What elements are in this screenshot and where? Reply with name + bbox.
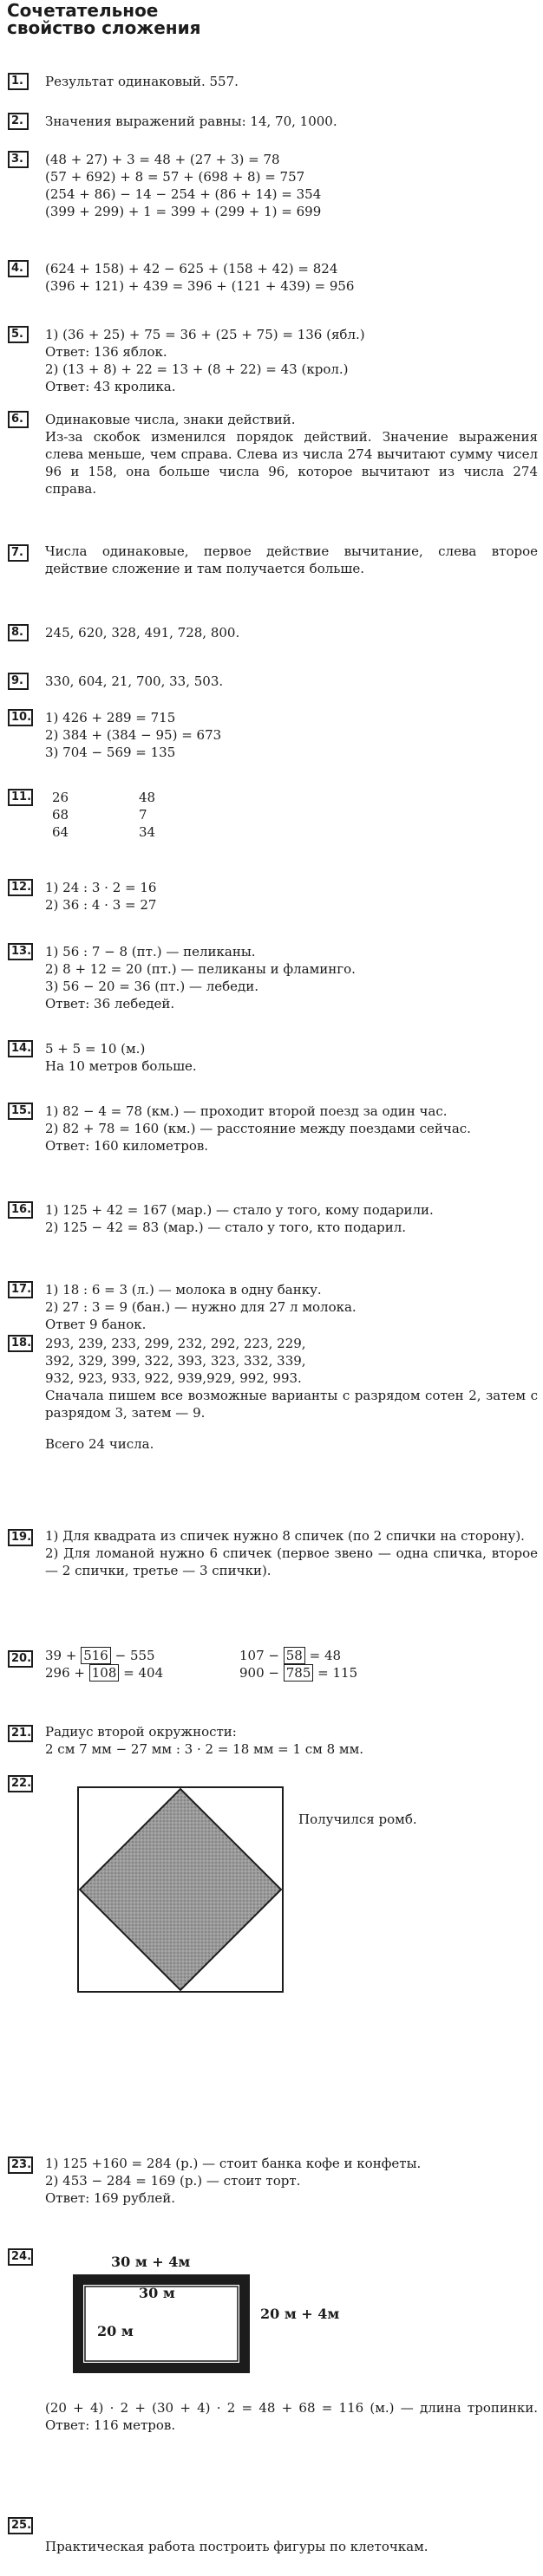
task-10-answer: 1) 426 + 289 = 715 2) 384 + (384 − 95) = 673 3) 704 − 569 = 135 [45,710,222,760]
task-13-answer: 1) 56 : 7 − 8 (пт.) — пеликаны. 2) 8 + 12 = 20 (пт.) — пеликаны и фламинго. 3) 56 − 20 = 36 (пт.) — лебеди. Ответ: 36 лебедей. [45,944,356,1012]
task-number: 11. [8,789,33,806]
task-number: 25. [8,2517,33,2534]
rhombus-note: Получился ромб. [298,1812,417,1827]
title-line-1: Сочетательное [7,0,159,21]
missing-number-box: 58 [284,1647,305,1664]
title-line-2: свойство сложения [7,17,201,38]
task-number: 6. [8,411,29,428]
task-21-answer: Радиус второй окружности: 2 см 7 мм − 27 мм : 3 · 2 = 18 мм = 1 см 8 мм. [45,1724,364,1757]
task-6-answer: Одинаковые числа, знаки действий. Из-за скобок изменился порядок действий. Значение выражения слева меньше, чем справа. Слева из числа 274 вычитают сумму чисел 96 и 158, она больше числа 96, которое вычитают из числа 274 справа. [45,412,538,497]
task-18-answer: 293, 239, 233, 299, 232, 292, 223, 229, 392, 329, 399, 322, 393, 323, 332, 339, 932, 923, 933, 922, 939,929, 992, 993. Сначала пишем все возможные варианты с разрядом сотен 2, затем с разрядом 3, затем — 9. Всего 24 числа. [45,1336,538,1452]
task-number: 4. [8,260,29,277]
task-number: 8. [8,624,29,641]
task-number: 3. [8,151,29,168]
task-number: 21. [8,1725,33,1742]
task-12-answer: 1) 24 : 3 · 2 = 16 2) 36 : 4 · 3 = 27 [45,880,157,913]
missing-number-box: 785 [284,1664,314,1682]
inner-length-label: 30 м [139,2285,175,2301]
task-number: 17. [8,1281,33,1298]
missing-number-box: 108 [89,1664,120,1682]
task-number: 18. [8,1335,33,1352]
task-8-answer: 245, 620, 328, 491, 728, 800. [45,625,240,641]
task-3-answer: (48 + 27) + 3 = 48 + (27 + 3) = 78 (57 + 692) + 8 = 57 + (698 + 8) = 757 (254 + 86) − 14 − 254 + (86 + 14) = 354 (399 + 299) + 1 = 399 + (299 + 1) = 699 [45,152,322,219]
task-number: 19. [8,1529,33,1546]
task-5-answer: 1) (36 + 25) + 75 = 36 + (25 + 75) = 136 (ябл.) Ответ: 136 яблок. 2) (13 + 8) + 22 = 13 + (8 + 22) = 43 (крол.) Ответ: 43 кролика. [45,327,365,394]
page-title [7,2,200,36]
task-24-answer: (20 + 4) · 2 + (30 + 4) · 2 = 48 + 68 = 116 (м.) — длина тропинки. Ответ: 116 метров. [45,2400,538,2433]
outer-width-label: 20 м + 4м [260,2306,340,2322]
task-number: 5. [8,326,29,343]
task-2-answer: Значения выражений равны: 14, 70, 1000. [45,114,337,129]
task-number: 16. [8,1201,33,1219]
task-25-answer: Практическая работа построить фигуры по клеточкам. [45,2539,429,2554]
task-number: 2. [8,113,29,130]
task-23-answer: 1) 125 +160 = 284 (р.) — стоит банка кофе и конфеты. 2) 453 − 284 = 169 (р.) — стоит торт. Ответ: 169 рублей. [45,2156,422,2206]
task-17-answer: 1) 18 : 6 = 3 (л.) — молока в одну банку. 2) 27 : 3 = 9 (бан.) — нужно для 27 л молока. Ответ 9 банок. [45,1282,357,1332]
task-16-answer: 1) 125 + 42 = 167 (мар.) — стало у того, кому подарили. 2) 125 − 42 = 83 (мар.) — стало у того, кто подарил. [45,1202,434,1235]
task-14-answer: 5 + 5 = 10 (м.) На 10 метров больше. [45,1041,197,1074]
task-number: 14. [8,1040,33,1057]
task-7-answer: Числа одинаковые, первое действие вычитание, слева второе действие сложение и там получается больше. [45,543,538,576]
task-number: 10. [8,709,33,726]
task-number: 20. [8,1650,33,1668]
task-11-column-left: 26 68 64 [52,790,69,840]
task-number: 24. [8,2248,33,2266]
task-20-right-column: 107 − 58 = 48 900 − 785 = 115 [239,1648,358,1681]
task-number: 9. [8,673,29,690]
task-9-answer: 330, 604, 21, 700, 33, 503. [45,673,224,689]
task-number: 15. [8,1103,33,1120]
task-number: 12. [8,879,33,896]
task-4-answer: (624 + 158) + 42 − 625 + (158 + 42) = 824 (396 + 121) + 439 = 396 + (121 + 439) = 956 [45,261,355,294]
task-number: 22. [8,1775,33,1792]
outer-length-label: 30 м + 4м [111,2254,191,2270]
inner-width-label: 20 м [97,2323,134,2339]
task-number: 7. [8,544,29,562]
task-number: 13. [8,943,33,960]
task-11-column-right: 48 7 34 [139,790,156,840]
task-number: 23. [8,2156,33,2174]
task-19-answer: 1) Для квадрата из спичек нужно 8 спичек (по 2 спички на сторону). 2) Для ломаной нужно 6 спичек (первое звено — одна спичка, второе — 2 спички, третье — 3 спички). [45,1528,538,1578]
rhombus-drawing [76,1786,285,1994]
task-1-answer: Результат одинаковый. 557. [45,74,239,89]
missing-number-box: 516 [81,1647,111,1664]
task-15-answer: 1) 82 − 4 = 78 (км.) — проходит второй поезд за один час. 2) 82 + 78 = 160 (км.) — расстояние между поездами сейчас. Ответ: 160 километров. [45,1103,471,1154]
task-20-left-column: 39 + 516 − 555 296 + 108 = 404 [45,1648,164,1681]
task-number: 1. [8,73,29,90]
